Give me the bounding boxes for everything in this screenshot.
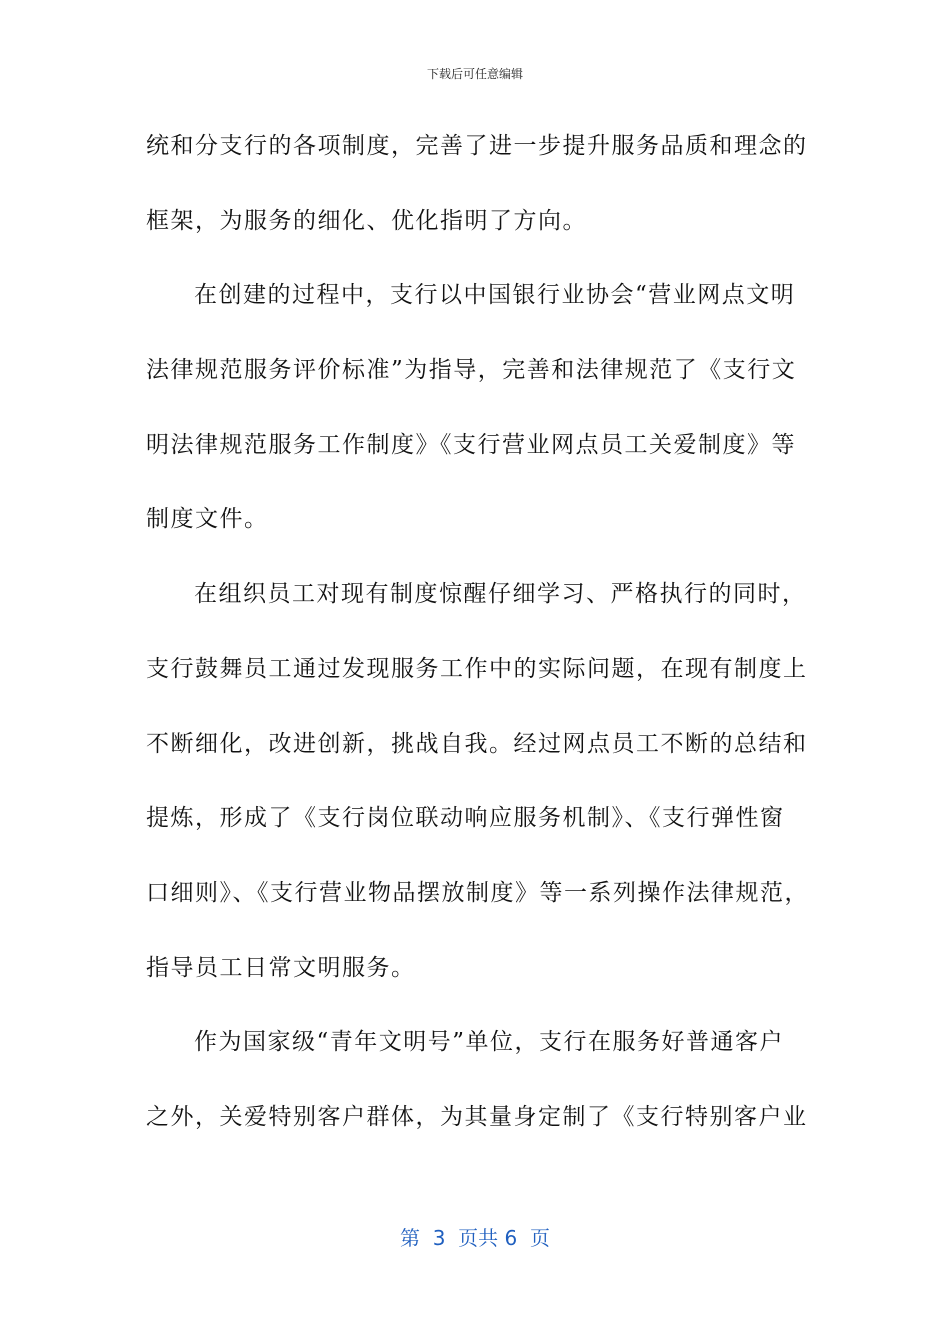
- text-line: 法律规范服务评价标准”为指导，完善和法律规范了《支行文: [146, 357, 797, 384]
- text-line: 明法律规范服务工作制度》《支行营业网点员工关爱制度》等: [146, 431, 796, 458]
- text-line: 提炼，形成了《支行岗位联动响应服务机制》、《支行弹性窗: [146, 805, 785, 832]
- page-number-footer: 第 3 页共 6 页: [400, 1226, 550, 1250]
- text-line: 支行鼓舞员工通过发现服务工作中的实际问题，在现有制度上: [146, 655, 808, 682]
- text-line: 制度文件。: [146, 506, 269, 533]
- text-line: 不断细化，改进创新，挑战自我。经过网点员工不断的总结和: [146, 730, 808, 757]
- paragraph-start-line: 在组织员工对现有制度惊醒仔细学习、严格执行的同时，: [194, 581, 807, 608]
- text-line: 框架，为服务的细化、优化指明了方向。: [146, 207, 587, 234]
- page-header-note: 下载后可任意编辑: [426, 67, 523, 81]
- paragraph-start-line: 作为国家级“青年文明号”单位，支行在服务好普通客户: [194, 1029, 785, 1056]
- text-line: 统和分支行的各项制度，完善了进一步提升服务品质和理念的: [146, 133, 808, 159]
- text-line: 之外，关爱特别客户群体，为其量身定制了《支行特别客户业: [146, 1103, 808, 1130]
- paragraph-start-line: 在创建的过程中，支行以中国银行业协会“营业网点文明: [194, 282, 796, 309]
- document-body: [146, 122, 809, 1168]
- text-line: 口细则》、《支行营业物品摆放制度》等一系列操作法律规范，: [146, 879, 809, 906]
- text-line: 指导员工日常文明服务。: [146, 954, 416, 981]
